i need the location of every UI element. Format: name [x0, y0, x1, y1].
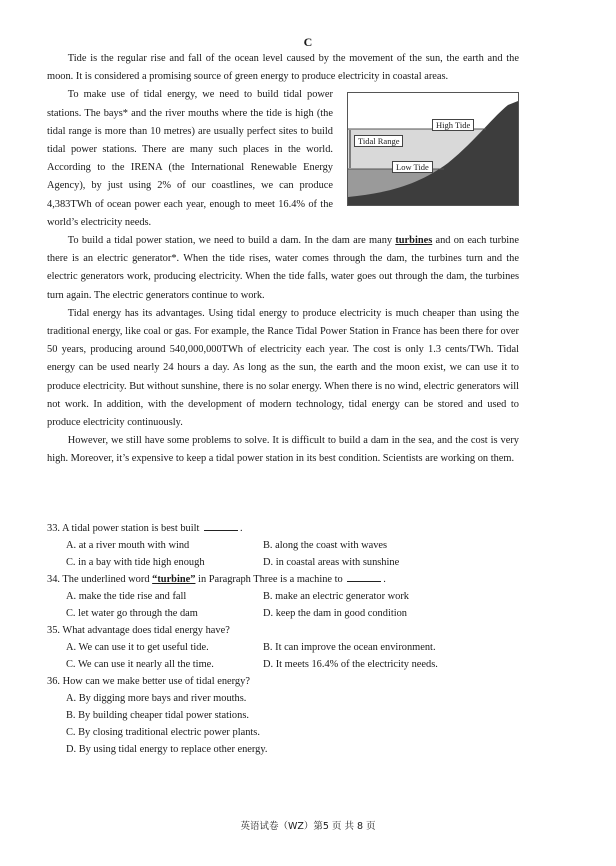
question-35: [47, 622, 527, 673]
paragraph-4: Tidal energy has its advantages. Using tidal energy to produce electricity is much cheaper than using the traditional energy, like coal or gas. For example, the Rance Tidal Power Station in France has been there for over 50 years, producing around 540,000,000TWh of electricity each year. The cost is only 1.3 cents/TWh. Tidal energy can be used nearly 24 hours a day. As long as the sun, the earth and the moon exist, we can use it to produce electricity. But without sunshine, there is no solar energy. When there is no wind, electric generators will not work. In addition, with the development of modern technology, tidal energy can be stored and used to produce electricity continuously.: [47, 307, 519, 429]
option-d: D. in coastal areas with sunshine: [263, 557, 400, 568]
section-heading: C: [303, 35, 313, 49]
option-a: A. at a river mouth with wind: [66, 540, 190, 551]
paragraph-2: To make use of tidal energy, we need to build tidal power stations. The bays* and the river mouths where the tide is high (the tidal range is more than 10 metres) are usually perfect sites to build tidal power stations. There are many such places in the world. According to the IRENA (the International Renewable Energy Agency), by just using 2% of our coastlines, we can produce 4,383TWh of ocean power each year, enough to meet 16.4% of the world’s electricity needs.: [47, 89, 333, 228]
question-33-options-row-2: [47, 554, 527, 571]
option-b: B. By building cheaper tidal power stations.: [66, 710, 249, 721]
question-34-options-row-2: [47, 605, 527, 622]
question-34-stem: [47, 571, 527, 588]
paragraph-3-text-a: To build a tidal power station, we need to build a dam. In the dam are many: [67, 235, 396, 247]
tidal-range-diagram: [347, 92, 519, 206]
question-34-options-row-1: [47, 588, 527, 605]
option-b: B. along the coast with waves: [263, 540, 388, 551]
question-34-text-b: in Paragraph Three is a machine to: [195, 574, 346, 585]
option-d: D. By using tidal energy to replace other energy.: [66, 744, 268, 755]
low-tide-label: Low Tide: [392, 161, 433, 173]
option-b: B. It can improve the ocean environment.: [263, 642, 436, 653]
question-33-text: 33. A tidal power station is best built: [47, 523, 202, 534]
question-34-end: .: [383, 574, 386, 585]
tidal-range-label: Tidal Range: [354, 135, 403, 147]
option-a: A. We can use it to get useful tide.: [66, 642, 209, 653]
option-c: C. By closing traditional electric power plants.: [66, 727, 260, 738]
option-d: D. keep the dam in good condition: [263, 608, 407, 619]
option-c: C. let water go through the dam: [66, 608, 198, 619]
question-33-options-row-1: [47, 537, 527, 554]
answer-blank: [347, 572, 381, 582]
tide-diagram-graphic: [348, 93, 518, 205]
paragraph-5: However, we still have some problems to solve. It is difficult to build a dam in the sea, and the cost is very high. Moreover, it’s expensive to keep a tidal power station in its best condition. Scientists are working on them.: [47, 435, 519, 465]
option-a: A. make the tide rise and fall: [66, 591, 187, 602]
question-33: [47, 520, 527, 571]
answer-blank: [204, 521, 238, 531]
page-footer: 英语试卷（WZ）第5 页 共 8 页: [240, 821, 376, 832]
question-36-stem: 36. How can we make better use of tidal energy?: [47, 676, 250, 687]
question-35-stem: 35. What advantage does tidal energy have?: [47, 625, 230, 636]
question-list: [47, 520, 527, 758]
option-c: C. in a bay with tide high enough: [66, 557, 205, 568]
question-36: [47, 673, 527, 758]
question-33-stem: [47, 520, 527, 537]
reading-passage: [47, 50, 519, 469]
question-34-text-a: 34. The underlined word: [47, 574, 153, 585]
paragraph-1: Tide is the regular rise and fall of the ocean level caused by the movement of the sun, the earth and the moon. It is considered a promising source of green energy to produce electricity in coastal areas.: [47, 53, 519, 83]
question-35-options-row-1: [47, 639, 527, 656]
option-a: A. By digging more bays and river mouths.: [66, 693, 247, 704]
question-34: [47, 571, 527, 622]
option-b: B. make an electric generator work: [263, 591, 409, 602]
underlined-word-turbines: turbines: [395, 235, 433, 247]
question-33-end: .: [240, 523, 243, 534]
paragraph-3: [47, 232, 519, 305]
option-d: D. It meets 16.4% of the electricity needs.: [263, 659, 438, 670]
paragraph-3-text-b: and on each turbine there is an electric generator*. When the tide rises, water comes through the dam, the turbines turn and the electric generators work, producing electricity. When the tide falls, water goes out through the dam, the turbines turn again. The electric generators continue to work.: [47, 235, 519, 301]
option-c: C. We can use it nearly all the time.: [66, 659, 214, 670]
question-35-options-row-2: [47, 656, 527, 673]
high-tide-label: High Tide: [432, 119, 474, 131]
question-34-keyword: “turbine”: [152, 574, 196, 585]
